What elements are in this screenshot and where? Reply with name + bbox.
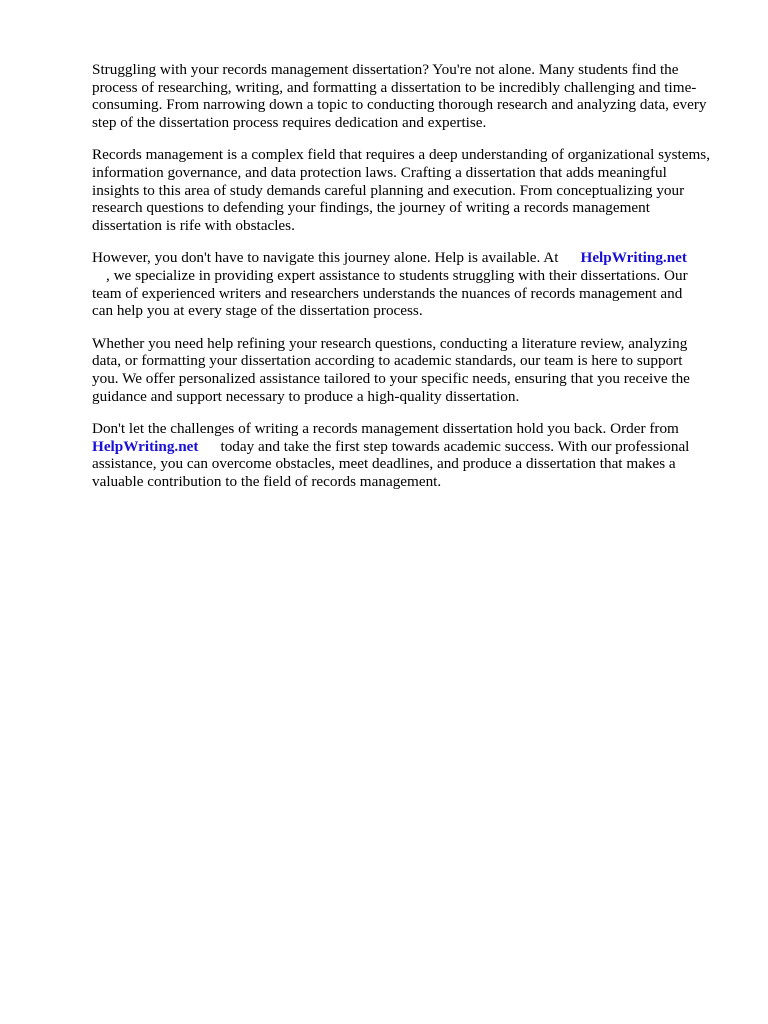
paragraph-line: dissertation is rife with obstacles. (92, 216, 295, 234)
paragraph-line: Whether you need help refining your research questions, conducting a literature review, analyzing (92, 334, 688, 352)
helpwriting-link[interactable]: HelpWriting.net (580, 249, 687, 267)
paragraph-line: consuming. From narrowing down a topic to conducting thorough research and analyzing data, every (92, 96, 707, 114)
paragraph-line: research questions to defending your findings, the journey of writing a records management (92, 199, 650, 217)
paragraph-line (92, 267, 732, 285)
paragraph-line: Don't let the challenges of writing a records management dissertation hold you back. Order from (92, 420, 679, 438)
paragraph-services (92, 335, 732, 405)
paragraph-text: today and take the first step towards academic success. With our professional (220, 437, 690, 455)
paragraph-call-to-action (92, 420, 732, 490)
paragraph-line: insights to this area of study demands careful planning and execution. From conceptualizing your (92, 181, 685, 199)
paragraph-line: can help you at every stage of the dissertation process. (92, 302, 423, 320)
paragraph-line: step of the dissertation process requires dedication and expertise. (92, 113, 487, 131)
paragraph-line: data, or formatting your dissertation according to academic standards, our team is here to support (92, 352, 683, 370)
paragraph-help-available (92, 249, 732, 319)
paragraph-line (92, 249, 732, 267)
paragraph-line (92, 438, 732, 456)
paragraph-line: guidance and support necessary to produce a high-quality dissertation. (92, 387, 520, 405)
paragraph-field-description (92, 146, 732, 234)
paragraph-intro (92, 61, 732, 131)
paragraph-line: information governance, and data protection laws. Crafting a dissertation that adds meaningful (92, 163, 667, 181)
helpwriting-link[interactable]: HelpWriting.net (92, 437, 199, 455)
paragraph-text: However, you don't have to navigate this journey alone. Help is available. At (92, 249, 559, 267)
paragraph-line: you. We offer personalized assistance tailored to your specific needs, ensuring that you receive the (92, 369, 690, 387)
paragraph-line: Records management is a complex field that requires a deep understanding of organizational systems, (92, 146, 711, 164)
paragraph-line: Struggling with your records management dissertation? You're not alone. Many students find the (92, 61, 679, 78)
paragraph-line: team of experienced writers and researchers understands the nuances of records management and (92, 284, 683, 302)
paragraph-line: process of researching, writing, and formatting a dissertation to be incredibly challenging and time- (92, 78, 697, 96)
document-body (92, 61, 732, 505)
paragraph-text: , we specialize in providing expert assistance to students struggling with their dissertations. Our (106, 266, 688, 284)
paragraph-line: assistance, you can overcome obstacles, meet deadlines, and produce a dissertation that makes a (92, 455, 676, 473)
paragraph-line: valuable contribution to the field of records management. (92, 472, 442, 490)
